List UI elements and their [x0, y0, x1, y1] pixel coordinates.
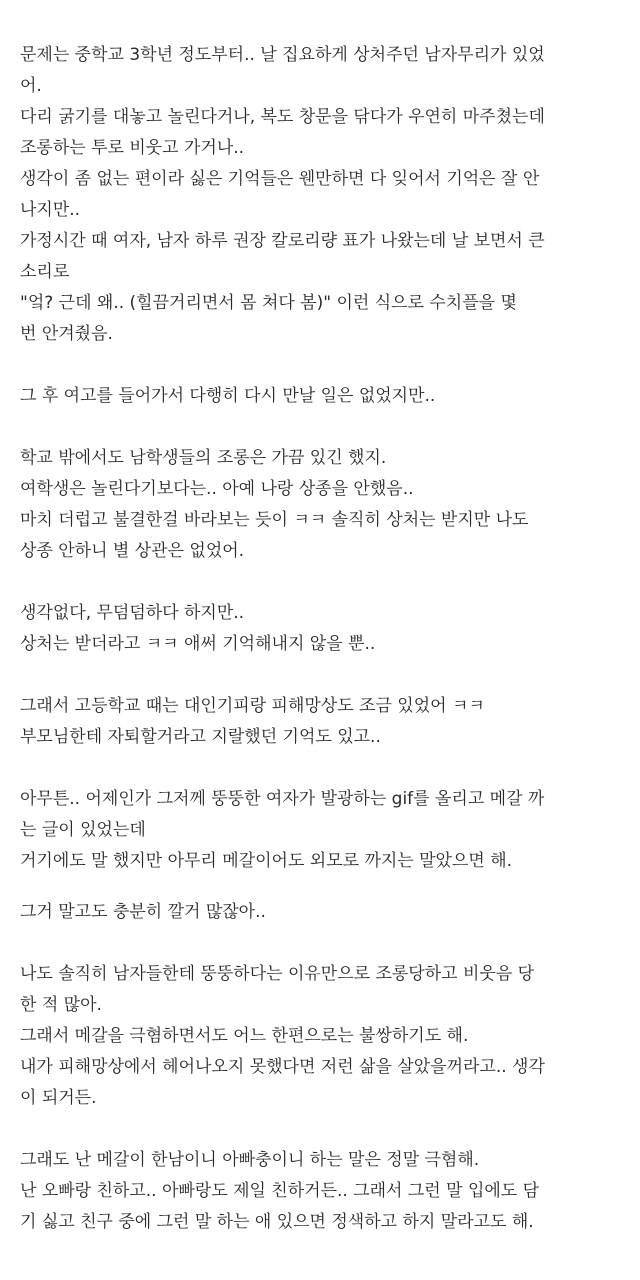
text-line: 소리로 — [20, 262, 70, 282]
text-line: 상종 안하니 별 상관은 없었어. — [20, 541, 245, 561]
text-line: 내가 피해망상에서 헤어나오지 못했다면 저런 삶을 살았을꺼라고.. 생각 — [20, 1057, 545, 1077]
text-line: 거기에도 말 했지만 아무리 메갈이어도 외모로 까지는 말았으면 해. — [20, 851, 513, 871]
paragraph-break — [20, 1114, 624, 1145]
text-line: 나지만.. — [20, 200, 81, 220]
text-line: 기 싫고 친구 중에 그런 말 하는 애 있으면 정색하고 하지 말라고도 해. — [20, 1212, 534, 1232]
text-line: 그거 말고도 충분히 깔거 많잖아.. — [20, 902, 266, 922]
text-line: 그래서 고등학교 때는 대인기피랑 피해망상도 조금 있었어 ㅋㅋ — [20, 696, 485, 716]
text-line: 번 안겨줬음. — [20, 324, 113, 344]
text-line: 어. — [20, 76, 42, 96]
text-line: 는 글이 있었는데 — [20, 820, 146, 840]
text-line: 한 적 많아. — [20, 995, 102, 1015]
text-line: 학교 밖에서도 남학생들의 조롱은 가끔 있긴 했지. — [20, 448, 387, 468]
text-line: 나도 솔직히 남자들한테 뚱뚱하다는 이유만으로 조롱당하고 비웃음 당 — [20, 964, 535, 984]
text-line: "엌? 근데 왜.. (힐끔거리면서 몸 쳐다 봄)" 이런 식으로 수치플을 몇 — [20, 293, 517, 313]
text-line: 난 오빠랑 친하고.. 아빠랑도 제일 친하거든.. 그래서 그런 말 입에도 담 — [20, 1181, 540, 1201]
paragraph-break — [20, 412, 624, 443]
text-line: 생각없다, 무덤덤하다 하지만.. — [20, 603, 245, 623]
text-line: 아무튼.. 어제인가 그저께 뚱뚱한 여자가 발광하는 gif를 올리고 메갈 까 — [20, 789, 545, 809]
text-line: 가정시간 때 여자, 남자 하루 권장 칼로리량 표가 나왔는데 날 보면서 큰 — [20, 231, 545, 251]
paragraph-break — [20, 567, 624, 598]
paragraph-break — [20, 660, 624, 691]
paragraph-break — [20, 928, 624, 959]
text-line: 생각이 좀 없는 편이라 싫은 기억들은 웬만하면 다 잊어서 기억은 잘 안 — [20, 169, 540, 189]
text-line: 다리 굵기를 대놓고 놀린다거나, 복도 창문을 닦다가 우연히 마주쳤는데 — [20, 107, 545, 127]
text-line: 그 후 여고를 들어가서 다행히 다시 만날 일은 없었지만.. — [20, 386, 436, 406]
text-line: 조롱하는 투로 비웃고 가거나.. — [20, 138, 245, 158]
text-line: 이 되거든. — [20, 1088, 97, 1108]
text-line: 그래도 난 메갈이 한남이니 아빠충이니 하는 말은 정말 극혐해. — [20, 1150, 480, 1170]
text-line: 상처는 받더라고 ㅋㅋ 애써 기억해내지 않을 뿐.. — [20, 634, 376, 654]
text-line: 부모님한테 자퇴할거라고 지랄했던 기억도 있고.. — [20, 727, 381, 747]
text-line: 그래서 메갈을 극혐하면서도 어느 한편으로는 불쌍하기도 해. — [20, 1026, 469, 1046]
text-line: 문제는 중학교 3학년 정도부터.. 날 집요하게 상처주던 남자무리가 있었 — [20, 45, 545, 65]
text-line: 마치 더럽고 불결한걸 바라보는 듯이 ㅋㅋ 솔직히 상처는 받지만 나도 — [20, 510, 529, 530]
text-line: 여학생은 놀린다기보다는.. 아예 나랑 상종을 안했음.. — [20, 479, 414, 499]
paragraph-break — [20, 350, 624, 381]
paragraph-break — [20, 753, 624, 784]
paragraph-break — [20, 877, 624, 897]
